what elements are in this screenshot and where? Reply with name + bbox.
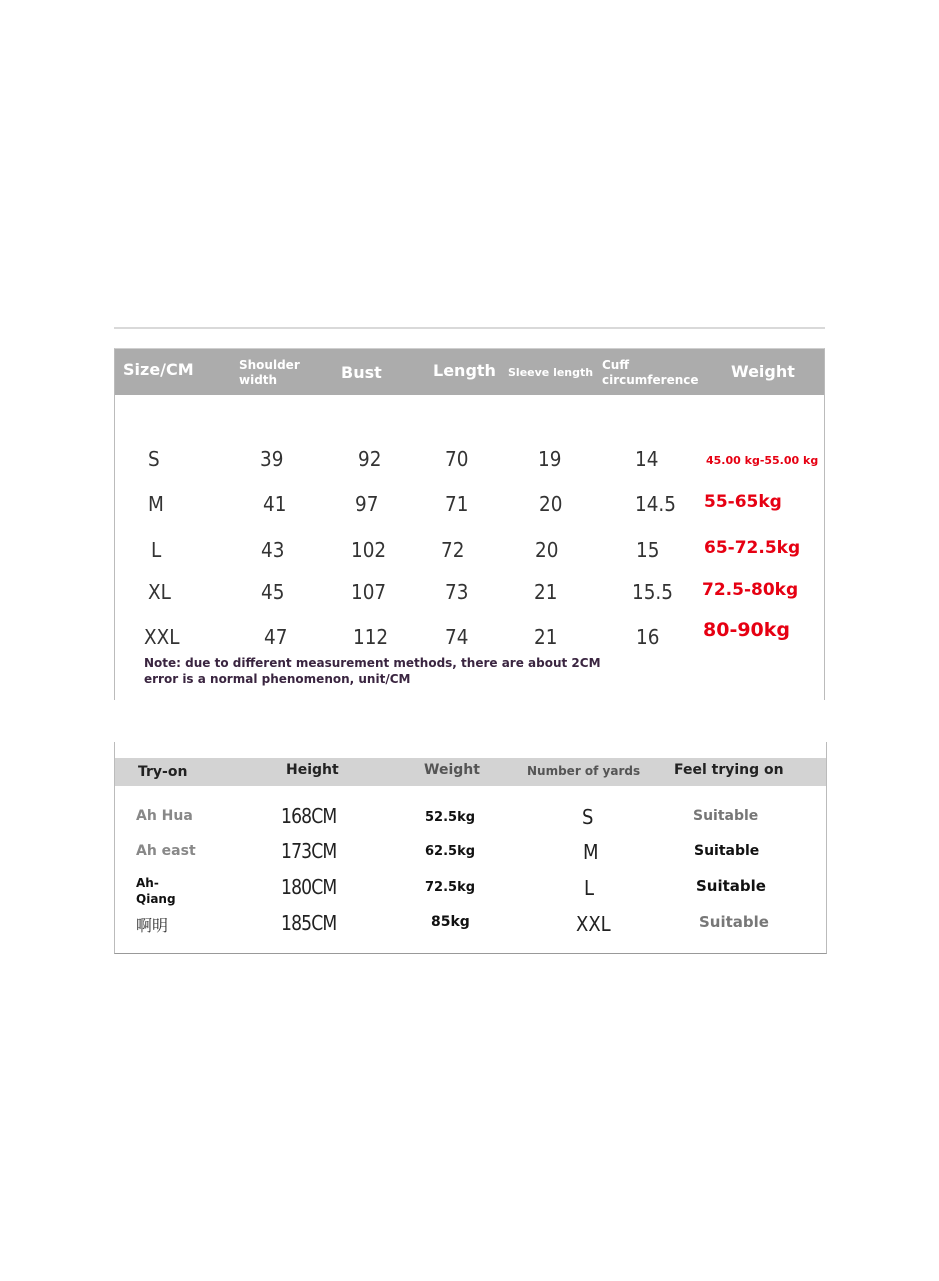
sleeve-cell: 20	[535, 538, 559, 562]
header-sleeve: Sleeve length	[508, 366, 594, 379]
measurement-note: Note: due to different measurement methods, there are about 2CM error is a normal phenomenon, unit/CM	[144, 656, 601, 686]
header-yards: Number of yards	[527, 764, 641, 778]
tester-size: XXL	[576, 912, 611, 936]
try-on-row	[115, 873, 826, 907]
header-weight: Weight	[731, 362, 795, 381]
weight-cell: 55-65kg	[704, 492, 782, 512]
try-on-row	[115, 839, 826, 873]
tester-name: Ah east	[136, 843, 196, 859]
tester-weight: 85kg	[431, 914, 470, 930]
tester-feel: Suitable	[696, 877, 766, 895]
top-divider	[114, 327, 825, 329]
length-cell: 73	[445, 580, 469, 604]
tester-feel: Suitable	[694, 843, 760, 859]
size-cell: M	[148, 492, 164, 516]
cuff-cell: 15	[636, 538, 660, 562]
size-row	[115, 447, 824, 487]
tester-height: 168CM	[281, 804, 337, 828]
size-row	[115, 492, 824, 532]
cuff-cell: 14.5	[635, 492, 676, 516]
weight-cell: 65-72.5kg	[704, 538, 801, 558]
try-on-table	[114, 742, 827, 954]
header-weight: Weight	[424, 762, 480, 778]
shoulder-cell: 47	[264, 625, 288, 649]
bust-cell: 112	[353, 625, 389, 649]
size-chart-header	[115, 349, 824, 395]
shoulder-cell: 43	[261, 538, 285, 562]
cuff-cell: 14	[635, 447, 659, 471]
size-row	[115, 538, 824, 578]
shoulder-cell: 41	[263, 492, 287, 516]
cuff-cell: 15.5	[632, 580, 673, 604]
size-chart-table	[114, 348, 825, 700]
tester-height: 180CM	[281, 875, 337, 899]
sleeve-cell: 19	[538, 447, 562, 471]
header-length: Length	[433, 361, 496, 380]
header-try-on: Try-on	[138, 764, 188, 780]
length-cell: 72	[441, 538, 465, 562]
size-cell: XL	[148, 580, 171, 604]
tester-size: L	[584, 876, 595, 900]
size-cell: L	[151, 538, 162, 562]
header-height: Height	[286, 762, 339, 778]
size-cell: XXL	[144, 625, 180, 649]
tester-size: M	[583, 840, 599, 864]
size-cell: S	[148, 447, 160, 471]
bust-cell: 92	[358, 447, 382, 471]
header-cuff: Cuff circumference	[602, 358, 699, 387]
tester-weight: 52.5kg	[425, 810, 476, 825]
length-cell: 74	[445, 625, 469, 649]
tester-height: 185CM	[281, 911, 337, 935]
sleeve-cell: 21	[534, 625, 558, 649]
sleeve-cell: 20	[539, 492, 563, 516]
size-row	[115, 580, 824, 620]
tester-name: 啊明	[136, 916, 169, 935]
header-shoulder: Shoulder width	[239, 358, 300, 387]
length-cell: 71	[445, 492, 469, 516]
weight-cell: 80-90kg	[703, 619, 791, 641]
weight-cell: 45.00 kg-55.00 kg	[706, 454, 819, 467]
bust-cell: 107	[351, 580, 387, 604]
bust-cell: 97	[355, 492, 379, 516]
weight-cell: 72.5-80kg	[702, 580, 799, 600]
try-on-row	[115, 909, 826, 943]
shoulder-cell: 39	[260, 447, 284, 471]
tester-feel: Suitable	[699, 913, 769, 931]
tester-weight: 62.5kg	[425, 844, 476, 859]
sleeve-cell: 21	[534, 580, 558, 604]
cuff-cell: 16	[636, 625, 660, 649]
tester-weight: 72.5kg	[425, 880, 476, 895]
bust-cell: 102	[351, 538, 387, 562]
try-on-row	[115, 804, 826, 838]
tester-feel: Suitable	[693, 808, 759, 824]
length-cell: 70	[445, 447, 469, 471]
tester-size: S	[582, 805, 594, 829]
shoulder-cell: 45	[261, 580, 285, 604]
tester-name: Ah-Qiang	[136, 876, 176, 906]
header-bust: Bust	[341, 363, 382, 382]
tester-height: 173CM	[281, 839, 337, 863]
header-feel: Feel trying on	[674, 762, 784, 778]
tester-name: Ah Hua	[136, 808, 193, 824]
header-size: Size/CM	[123, 360, 194, 379]
